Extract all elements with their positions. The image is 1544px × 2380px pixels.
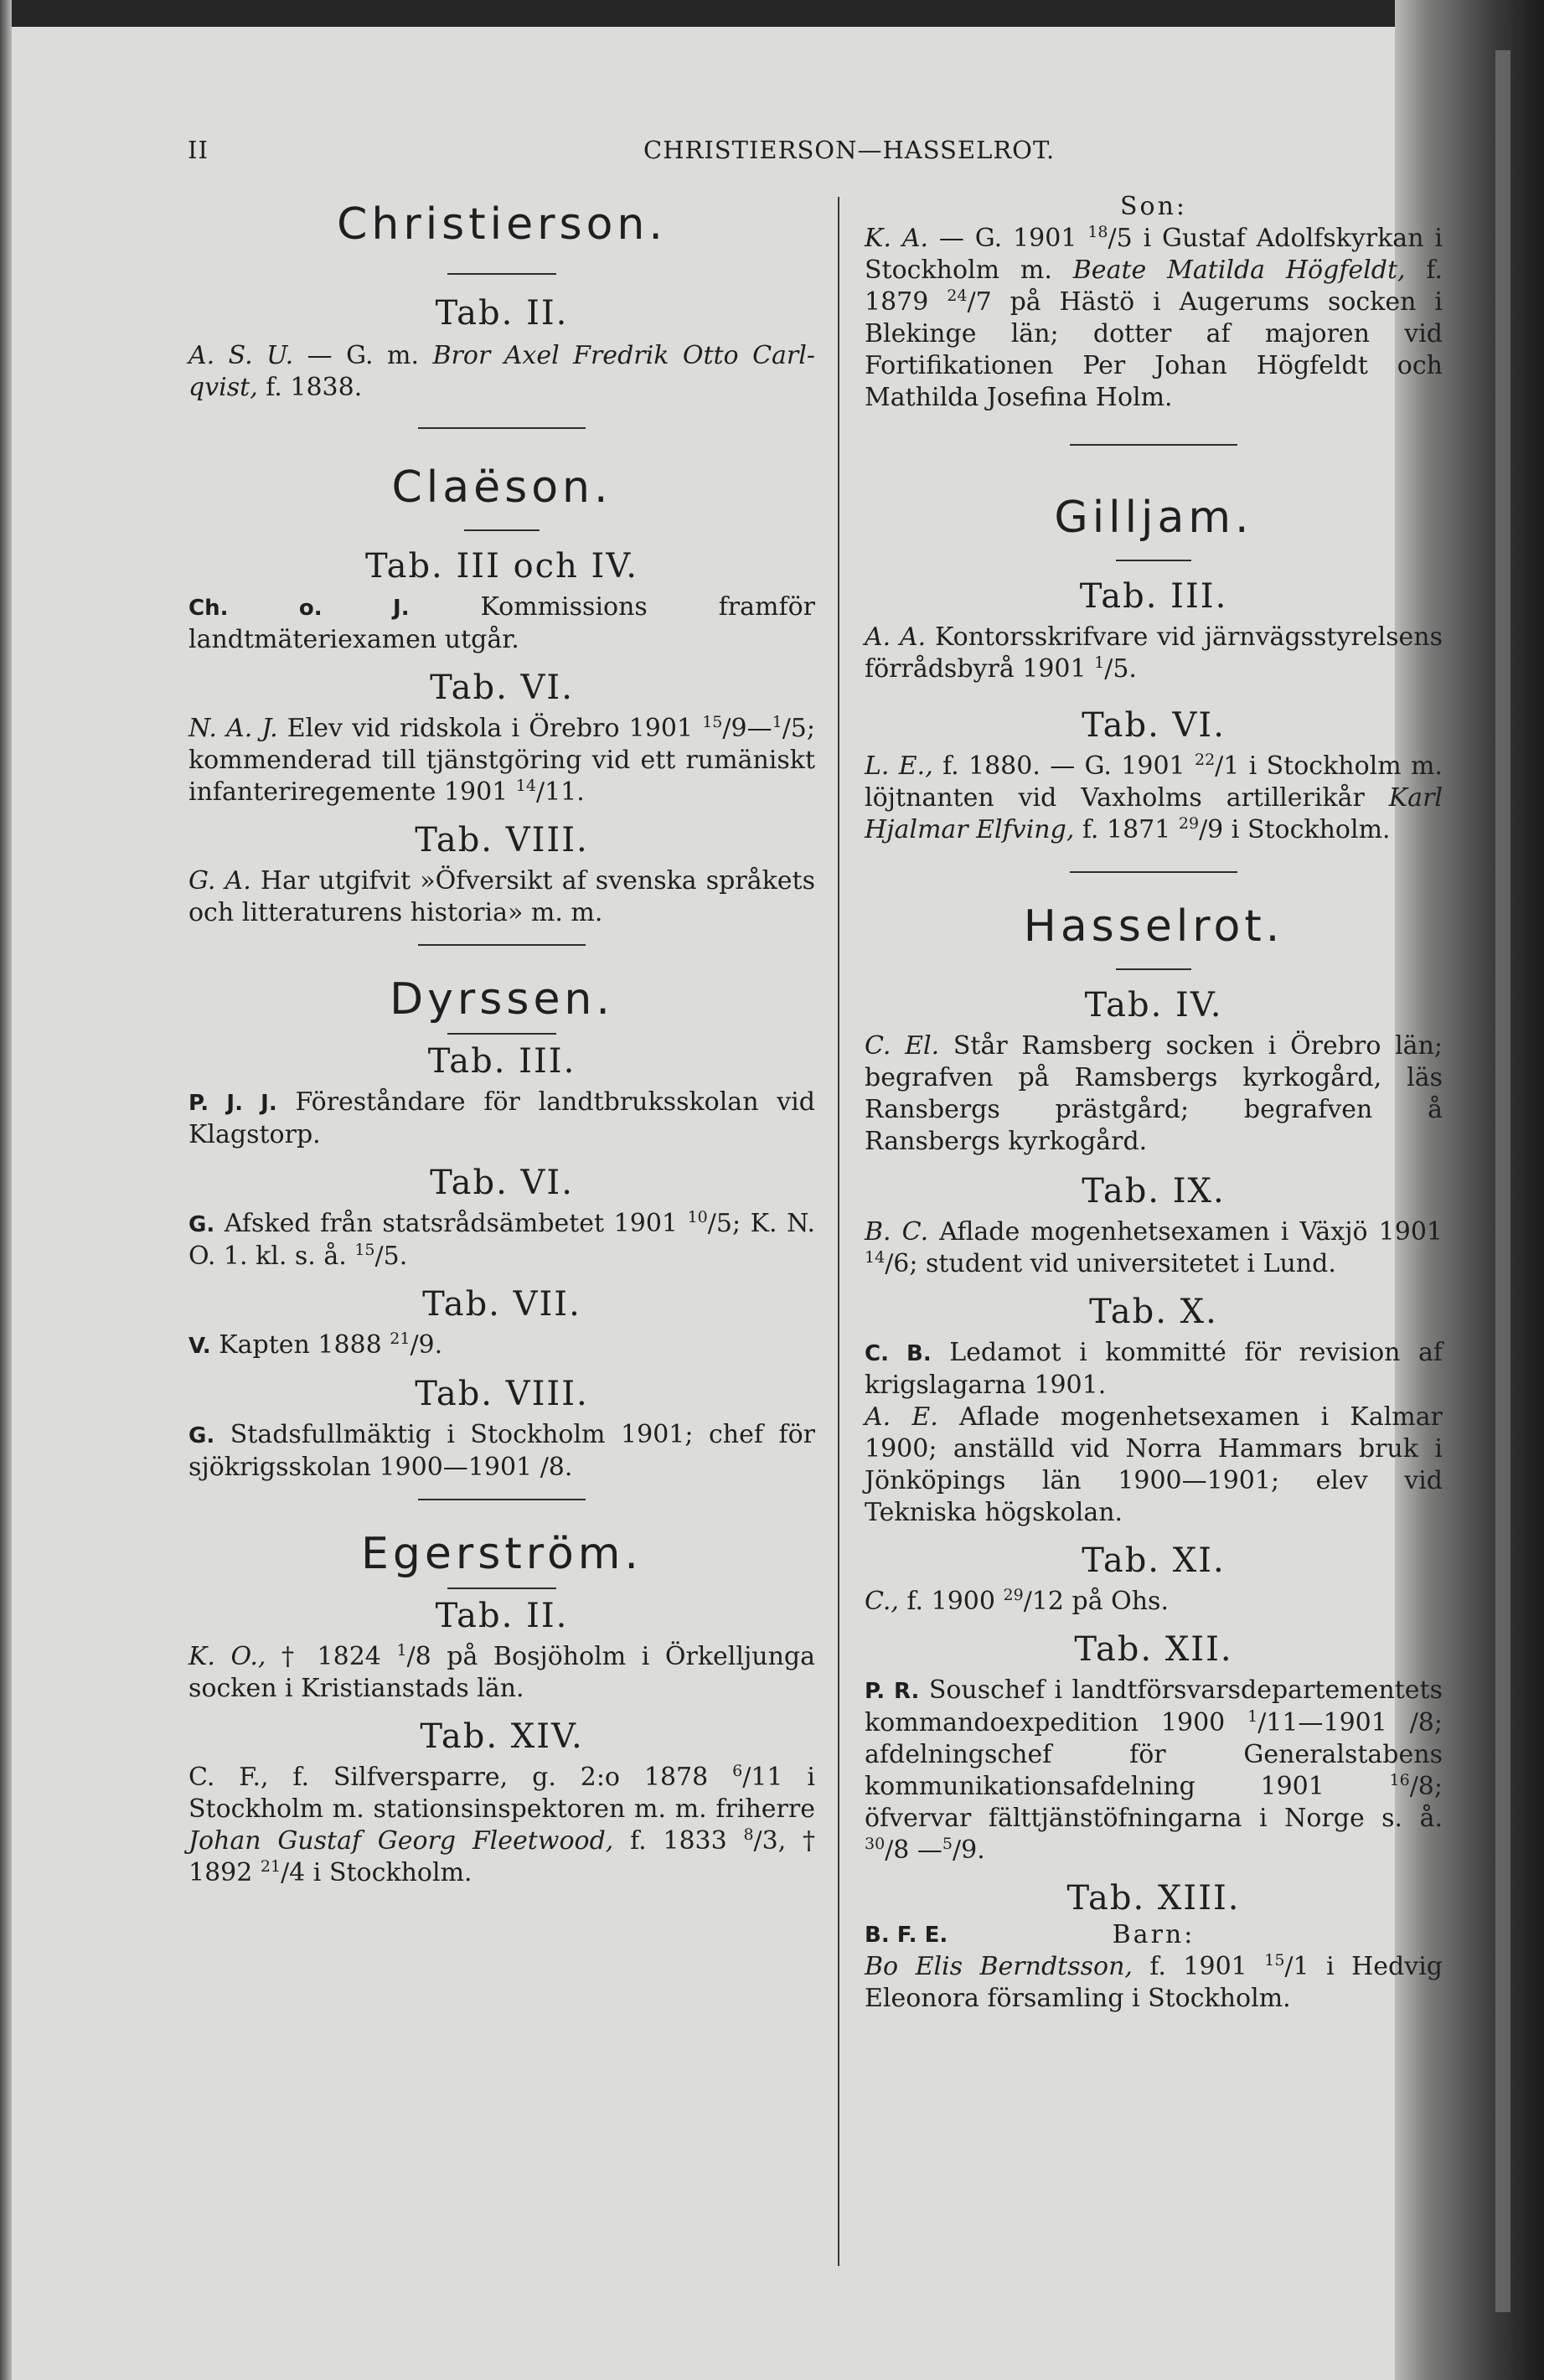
entry: Ch. o. J. Kommissions framför landtmäteriexamen utgår.	[188, 592, 815, 654]
entry: C. El. Står Ramsberg socken i Örebro län; begrafven på Ramsbergs kyrkogård, läs Ransbergs prästgård; begrafven å Ransbergs kyrkogård.	[865, 1031, 1443, 1156]
tab-heading: Tab. XI.	[1082, 1541, 1226, 1580]
surname-gilljam: Gilljam.	[1054, 493, 1253, 543]
entry: A. S. U. — G. m. Bror Axel Fredrik Otto Carl-qvist, f. 1838.	[188, 341, 815, 402]
tab-heading: Tab. VII.	[422, 1285, 581, 1324]
column-divider	[838, 197, 839, 2266]
entry: C. B. Ledamot i kommitté för revision af krigslagarna 1901.	[865, 1338, 1443, 1400]
tab-heading: Tab. IX.	[1082, 1172, 1226, 1211]
tab-heading: Tab. VIII.	[415, 821, 589, 860]
right-column	[865, 191, 1443, 2015]
tab-heading: Tab. VI.	[430, 1164, 574, 1202]
tab-heading: Tab. XII.	[1074, 1630, 1233, 1669]
entry: K. A. — G. 1901 $^{18}$/5 i Gustaf Adolfskyrkan i Stockholm m. Beate Matilda Högfeldt, f. 1879 $^{24}$/7 på Hästö i Augerums socken i Blekinge län; dotter af majoren vid Fortifikationen Per Johan Högfeldt och Mathilda Josefina Holm.	[865, 223, 1443, 412]
surname-hasselrot: Hasselrot.	[1023, 901, 1284, 952]
entry: N. A. J. Elev vid ridskola i Örebro 1901 $^{15}$/9—$^1$/5; kommenderad till tjänstgöring vid ett rumäniskt infanteriregemente 1901 $^{14}$/11.	[188, 713, 815, 807]
entry: G. Stadsfullmäktig i Stockholm 1901; chef för sjökrigsskolan 1900—1901 /8.	[188, 1420, 815, 1482]
tab-heading: Tab. VI.	[430, 669, 574, 707]
running-title: CHRISTIERSON—HASSELROT.	[643, 136, 1056, 164]
surname-claeson: Claëson.	[391, 462, 612, 513]
entry: P. R. Souschef i landtförsvarsdepartementets kommandoexpedition 1900 $^1$/11—1901 /8; afdelningschef för Generalstabens kommunikationsafdelning 1901 $^{16}$/8; öfvervar fälttjänstöfningarna i Norge s. å. $^{30}$/8 —$^5$/9.	[865, 1675, 1443, 1865]
entry: C., f. 1900 $^{29}$/12 på Ohs.	[865, 1586, 1169, 1616]
tab-heading: Tab. VIII.	[415, 1375, 589, 1413]
entry: B. C. Aflade mogenhetsexamen i Växjö 1901 $^{14}$/6; student vid universitetet i Lund.	[865, 1217, 1443, 1278]
entry: V. Kapten 1888 $^{21}$/9.	[188, 1329, 443, 1360]
entry: L. E., f. 1880. — G. 1901 $^{22}$/1 i Stockholm m. löjtnanten vid Vaxholms artillerikår Karl Hjalmar Elfving, f. 1871 $^{29}$/9 i Stockholm.	[865, 751, 1443, 844]
tab-heading: Tab. VI.	[1082, 706, 1226, 745]
tab-heading: Tab. III och IV.	[365, 547, 638, 586]
tab-heading: Tab. II.	[435, 294, 569, 333]
son-label: Son:	[1119, 192, 1188, 221]
tab-heading: Tab. XIV.	[420, 1717, 584, 1756]
scan-left-edge	[0, 0, 12, 2380]
entry: P. J. J. Föreståndare för landtbruksskolan vid Klagstorp.	[188, 1087, 815, 1149]
tab-heading: Tab. III.	[427, 1042, 576, 1081]
entry: C. F., f. Silfversparre, g. 2:o 1878 $^6$/11 i Stockholm m. stationsinspektoren m. m. friherre Johan Gustaf Georg Fleetwood, f. 1833 $^8$/3, † 1892 $^{21}$/4 i Stockholm.	[188, 1762, 815, 1887]
page-number: II	[188, 136, 209, 164]
tab-heading: Tab. II.	[435, 1597, 569, 1635]
entry: Bo Elis Berndtsson, f. 1901 $^{15}$/1 i Hedvig Eleonora församling i Stockholm.	[865, 1951, 1443, 2013]
tab-heading: Tab. III.	[1079, 577, 1228, 616]
tab-heading: Tab. X.	[1089, 1293, 1218, 1331]
barn-label: Barn:	[1112, 1920, 1195, 1949]
scan-top-edge	[0, 0, 1544, 27]
surname-christierson: Christierson.	[337, 199, 667, 250]
left-column	[188, 191, 815, 1889]
entry: A. A. Kontorsskrifvare vid järnvägsstyrelsens förrådsbyrå 1901 $^1$/5.	[865, 622, 1443, 684]
entry: A. E. Aflade mogenhetsexamen i Kalmar 1900; anställd vid Norra Hammars bruk i Jönköpings län 1900—1901; elev vid Tekniska högskolan.	[865, 1402, 1443, 1527]
surname-egerstrom: Egerström.	[361, 1529, 643, 1579]
surname-dyrssen: Dyrssen.	[390, 974, 614, 1025]
tab-heading: Tab. XIII.	[1066, 1879, 1241, 1918]
entry-head: B. F. E.	[865, 1923, 948, 1948]
entry: G. A. Har utgifvit »Öfversikt af svenska språkets och litteraturens historia» m. m.	[188, 866, 815, 927]
entry: G. Afsked från statsrådsämbetet 1901 $^{10}$/5; K. N. O. 1. kl. s. å. $^{15}$/5.	[188, 1208, 815, 1271]
tab-heading: Tab. IV.	[1084, 986, 1223, 1025]
entry: K. O., † 1824 $^1$/8 på Bosjöholm i Örkelljunga socken i Kristianstads län.	[188, 1641, 815, 1703]
